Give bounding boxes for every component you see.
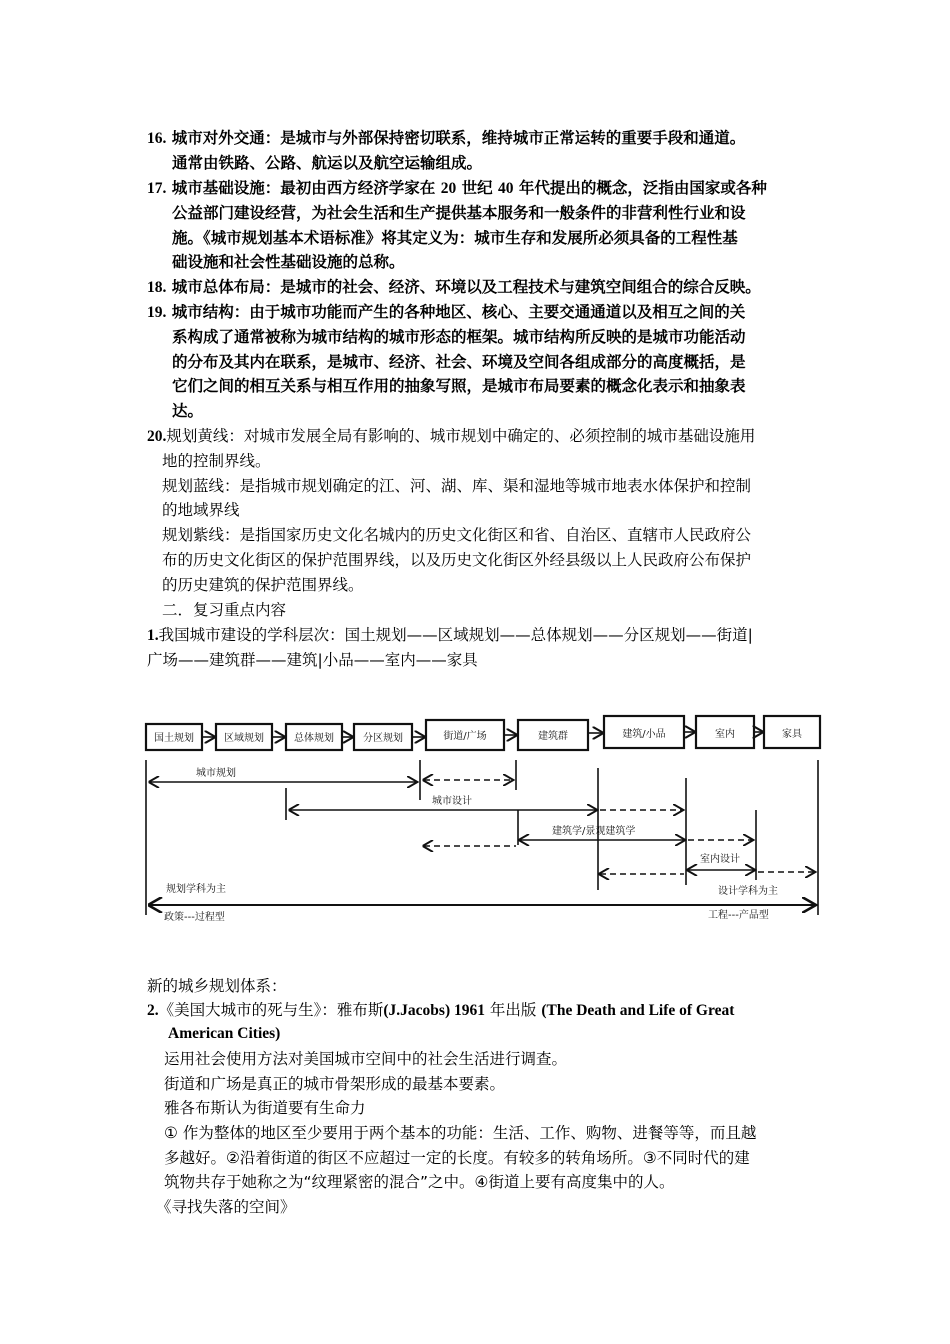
section-heading: 二．复习重点内容 [162,601,287,619]
point-2-line-4: 街道和广场是真正的城市骨架形成的最基本要素。 [164,1075,506,1093]
point-2-line-7: 多越好。②沿着街道的街区不应超过一定的长度。有较多的转角场所。③不同时代的建 [164,1149,750,1167]
item-19-line-5: 达。 [172,402,204,420]
item-text: 城市总体布局：是城市的社会、经济、环境以及工程技术与建筑空间组合的综合反映。 [171,278,761,296]
item-20-line-2: 地的控制界线。 [162,452,271,470]
item-17-line-2: 公益部门建设经营，为社会生活和生产提供基本服务和一般条件的非营利性行业和设 [172,204,746,222]
box-labels [154,727,803,744]
blue-line-def-2: 的地域界线 [162,501,240,519]
purple-line-def-1: 规划紫线：是指国家历史文化名城内的历史文化街区和省、自治区、直辖市人民政府公 [162,526,752,544]
item-number: 17. [147,180,167,197]
bottom-right-label: 工程---产品型 [708,910,769,921]
item-16-line-1 [147,126,745,151]
item-number: 16. [147,130,167,147]
item-text: 城市结构：由于城市功能而产生的各种地区、核心、主要交通通道以及相互之间的关 [171,303,746,321]
book-title-en: (The Death and Life of Great [541,1002,735,1019]
item-text: 我国城市建设的学科层次：国土规划——区域规划——总体规划——分区规划——街道| [158,626,753,644]
left-axis-label: 规划学科为主 [166,884,226,895]
discipline-hierarchy-diagram [140,700,830,940]
book-title-line: 《寻找失落的空间》 [156,1198,296,1216]
item-text-number: 40 [497,180,514,197]
point-2-line-6: ① 作为整体的地区至少要用于两个基本的功能：生活、工作、购物、进餐等等，而且越 [164,1124,757,1142]
box-label: 区域规划 [224,733,264,744]
box-label: 建筑/小品 [622,729,666,740]
item-17-line-4: 础设施和社会性基础设施的总称。 [172,253,405,271]
item-20-line-1 [147,424,755,449]
item-number: 19. [147,304,167,321]
item-18-line-1 [147,275,761,300]
item-text: 《美国大城市的死与生》：雅布斯 [158,1001,384,1019]
item-text: 年出版 [485,1001,542,1019]
point-2-line-3: 运用社会使用方法对美国城市空间中的社会生活进行调查。 [164,1050,568,1068]
span-label-interior-design: 室内设计 [700,854,740,865]
item-16-line-2: 通常由铁路、公路、航运以及航空运输组成。 [172,154,483,172]
item-text: 年代提出的概念，泛指由国家或各种 [513,179,767,197]
box-label: 建筑群 [538,731,568,742]
item-number: 2. [147,1002,159,1019]
item-text: 城市基础设施：最初由西方经济学家在 [171,179,441,197]
point-2-line-2: American Cities) [168,1025,281,1042]
box-label: 国土规划 [154,733,194,744]
item-number: 20. [147,428,167,445]
bottom-left-label: 政策---过程型 [164,912,225,923]
span-label-urban-planning: 城市规划 [196,768,236,779]
item-text: 规划黄线：对城市发展全局有影响的、城市规划中确定的、必须控制的城市基础设施用 [166,427,756,445]
new-system-heading: 新的城乡规划体系： [147,977,287,995]
purple-line-def-3: 的历史建筑的保护范围界线。 [162,576,364,594]
box-label: 街道/广场 [443,731,487,742]
item-19-line-2: 系构成了通常被称为城市结构的城市形态的框架。城市结构所反映的是城市功能活动 [172,328,746,346]
box-label: 家具 [782,729,802,740]
item-number: 1. [147,627,159,644]
item-17-line-3: 施。《城市规划基本术语标准》将其定义为：城市生存和发展所必须具备的工程性基 [172,229,738,247]
point-2-line-5: 雅各布斯认为街道要有生命力 [164,1099,366,1117]
point-2-line-8: 筑物共存于她称之为“纹理紧密的混合”之中。④街道上要有高度集中的人。 [164,1173,675,1191]
box-label: 分区规划 [363,733,403,744]
item-19-line-1 [147,300,745,325]
right-axis-label: 设计学科为主 [718,886,778,897]
item-text: 世纪 [456,179,498,197]
item-number: 18. [147,279,167,296]
item-19-line-3: 的分布及其内在联系，是城市、经济、社会、环境及空间各组成部分的高度概括，是 [172,353,746,371]
item-17-line-1 [147,176,767,201]
box-label: 室内 [715,729,735,740]
item-text-en: (J.Jacobs) 1961 [383,1002,485,1019]
point-1-line-1 [147,623,753,648]
item-19-line-4: 它们之间的相互关系与相互作用的抽象写照，是城市布局要素的概念化表示和抽象表 [172,377,746,395]
span-label-architecture: 建筑学/景观建筑学 [552,826,636,837]
purple-line-def-2: 布的历史文化街区的保护范围界线，以及历史文化街区外经县级以上人民政府公布保护 [162,551,752,569]
item-text: 城市对外交通：是城市与外部保持密切联系，维持城市正常运转的重要手段和通道。 [171,129,746,147]
blue-line-def-1: 规划蓝线：是指城市规划确定的江、河、湖、库、渠和湿地等城市地表水体保护和控制 [162,477,752,495]
box-label: 总体规划 [294,733,334,744]
point-2-line-1 [147,998,734,1023]
span-label-urban-design: 城市设计 [432,796,472,807]
point-1-line-2: 广场——建筑群——建筑|小品——室内——家具 [147,651,478,669]
item-text-number: 20 [440,180,457,197]
